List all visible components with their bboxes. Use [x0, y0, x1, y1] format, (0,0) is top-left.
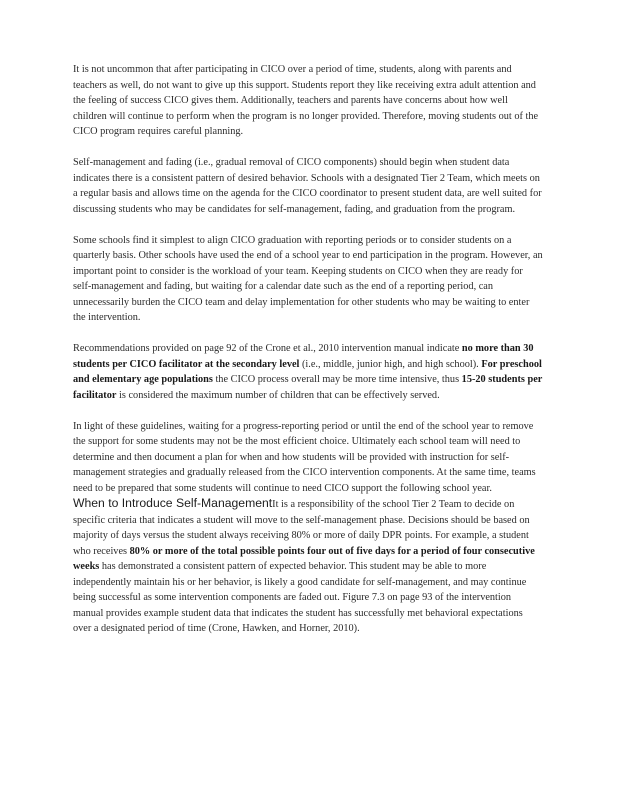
- paragraph-1: It is not uncommon that after participating in CICO over a period of time, students, along with parents and teachers as well, do not want to give up this support. Students report they like receiving extra adult attention and the feeling of success CICO gives them. Additionally, teachers and parents have concerns about how well children will continue to perform when the program is no longer provided. Therefore, moving students out of the CICO program requires careful planning.: [73, 64, 539, 137]
- paragraph-4-bold-2: For preschool and elementary age populations: [73, 358, 542, 385]
- paragraph-4: [73, 341, 543, 403]
- paragraph-4-bold-1: no more than 30 students per CICO facilitator at the secondary level: [73, 343, 534, 370]
- paragraph-3: Some schools find it simplest to align CICO graduation with reporting periods or to consider students on a quarterly basis. Other schools have used the end of a school year to end participation in the program. However, an important point to consider is the workload of your team. Keeping students on CICO when they are ready for self-management and fading, but waiting for a calendar date such as the end of a reporting period, can unnecessarily burden the CICO team and delay implementation for other students who may be waiting to enter the intervention.: [73, 234, 543, 323]
- paragraph-2: Self-management and fading (i.e., gradual removal of CICO components) should begin when student data indicates there is a consistent pattern of desired behavior. Schools with a designated Tier 2 Team, which meets on a regular basis and allows time on the agenda for the CICO coordinator to present student data, are well suited for discussing students who may be candidates for self-management, fading, and graduation from the program.: [73, 157, 542, 215]
- paragraph-4-text-4: is considered the maximum number of children that can be effectively served.: [116, 389, 440, 401]
- paragraph-6-text-2: has demonstrated a consistent pattern of expected behavior. This student may be able to more independently maintain his or her behavior, is likely a good candidate for self-management, and may continue being successful as some intervention components are faded out. Figure 7.3 on page 93 of the intervention manual provides example student data that indicates the student has successfully met behavioral expectations over a designated period of time (Crone, Hawken, and Horner, 2010).: [73, 561, 527, 634]
- paragraph-4-bold-3: 15-20 students per facilitator: [73, 374, 543, 401]
- paragraph-6: [73, 496, 543, 637]
- document-body: [73, 62, 543, 637]
- paragraph-5: In light of these guidelines, waiting for a progress-reporting period or until the end of the school year to remove the support for some students may not be the most efficient choice. Ultimately each school team will need to determine and then document a plan for when and how students will be provided with instruction for self-management strategies and gradually released from the CICO intervention components. At the same time, teams need to be prepared that some students will continue to need CICO support the following school year.: [73, 420, 536, 494]
- paragraph-6-bold-1: 80% or more of the total possible points four out of five days for a period of four consecutive weeks: [73, 545, 535, 572]
- paragraph-6-text-1: It is a responsibility of the school Tier 2 Team to decide on specific criteria that indicates a student will move to the self-management phase. Decisions should be based on majority of days versus the student always receiving 80% or more of daily DPR points. For example, a student who receives: [73, 499, 530, 557]
- paragraph-4-text-3: the CICO process overall may be more time intensive, thus: [212, 374, 462, 385]
- paragraph-4-text-1: Recommendations provided on page 92 of the Crone et al., 2010 intervention manual indicate: [73, 343, 462, 354]
- paragraph-4-text-2: (i.e., middle, junior high, and high school).: [299, 358, 482, 370]
- section-heading: When to Introduce Self-Management: [73, 496, 273, 510]
